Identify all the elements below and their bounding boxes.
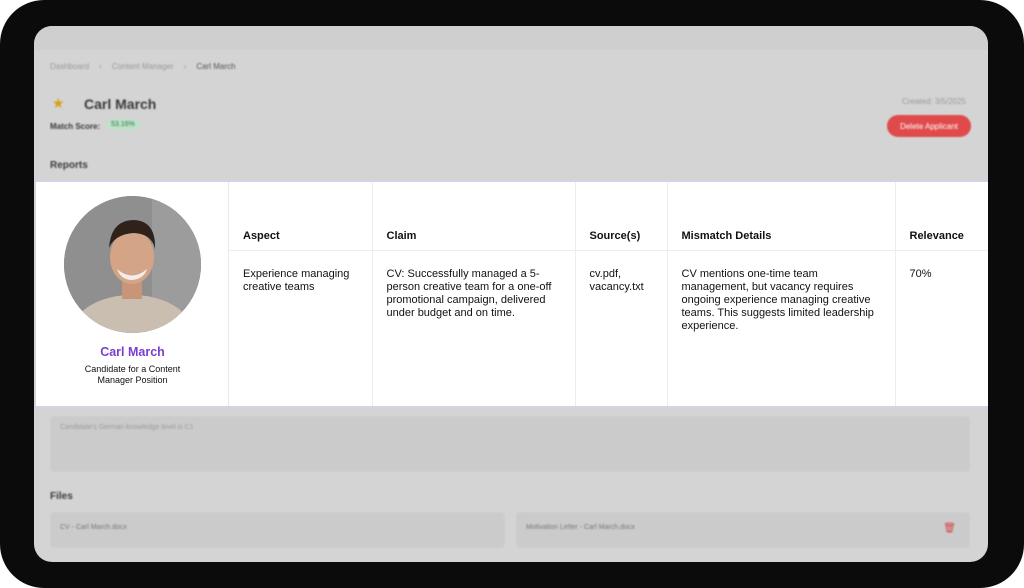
file-name: Motivation Letter - Carl March.docx — [526, 524, 635, 531]
column-sources: Source(s) — [575, 182, 667, 250]
top-bar — [34, 26, 988, 50]
column-mismatch-details: Mismatch Details — [667, 182, 895, 250]
file-card-motivation[interactable] — [516, 512, 970, 548]
candidate-name: Carl March — [100, 345, 165, 359]
file-card-cv[interactable] — [50, 512, 505, 548]
created-date: Created: 3/5/2025 — [901, 97, 966, 106]
sources-cell: cv.pdf, vacancy.txt — [575, 250, 667, 406]
files-heading: Files — [50, 491, 73, 502]
breadcrumb-current: Carl March — [196, 62, 236, 71]
reports-heading: Reports — [50, 160, 88, 171]
column-relevance: Relevance — [895, 182, 988, 250]
candidate-profile — [36, 182, 229, 406]
match-score-badge: 53.16% — [106, 119, 140, 130]
report-card — [36, 182, 988, 406]
report-table — [229, 182, 988, 406]
claim-cell: CV: Successfully managed a 5-person creative team for a one-off promotional campaign, delivered under budget and on time. — [372, 250, 575, 406]
match-score-label: Match Score: — [50, 122, 101, 131]
note-card — [50, 416, 970, 472]
trash-icon[interactable]: 🗑 — [943, 523, 956, 534]
breadcrumb-separator: › — [99, 62, 102, 71]
file-name: CV - Carl March.docx — [60, 524, 127, 531]
avatar — [64, 196, 201, 333]
breadcrumb-content-manager[interactable]: Content Manager — [111, 62, 174, 71]
column-claim: Claim — [372, 182, 575, 250]
relevance-cell: 70% — [895, 250, 988, 406]
table-row — [229, 250, 988, 406]
avatar-portrait — [64, 196, 201, 333]
breadcrumb — [50, 62, 235, 71]
note-text: Candidate's German knowledge level is C1 — [60, 424, 194, 431]
table-header-row — [229, 182, 988, 250]
breadcrumb-separator: › — [183, 62, 187, 71]
star-icon[interactable]: ★ — [52, 95, 65, 111]
column-aspect: Aspect — [229, 182, 372, 250]
mismatch-cell: CV mentions one-time team management, but vacancy requires ongoing experience managing creative teams. This suggests limited leadership experience. — [667, 250, 895, 406]
aspect-cell: Experience managing creative teams — [243, 267, 350, 293]
delete-applicant-button[interactable]: Delete Applicant — [887, 115, 971, 137]
candidate-position: Candidate for a Content Manager Position — [84, 364, 181, 385]
page-title: Carl March — [84, 96, 157, 112]
breadcrumb-dashboard[interactable]: Dashboard — [50, 62, 90, 71]
